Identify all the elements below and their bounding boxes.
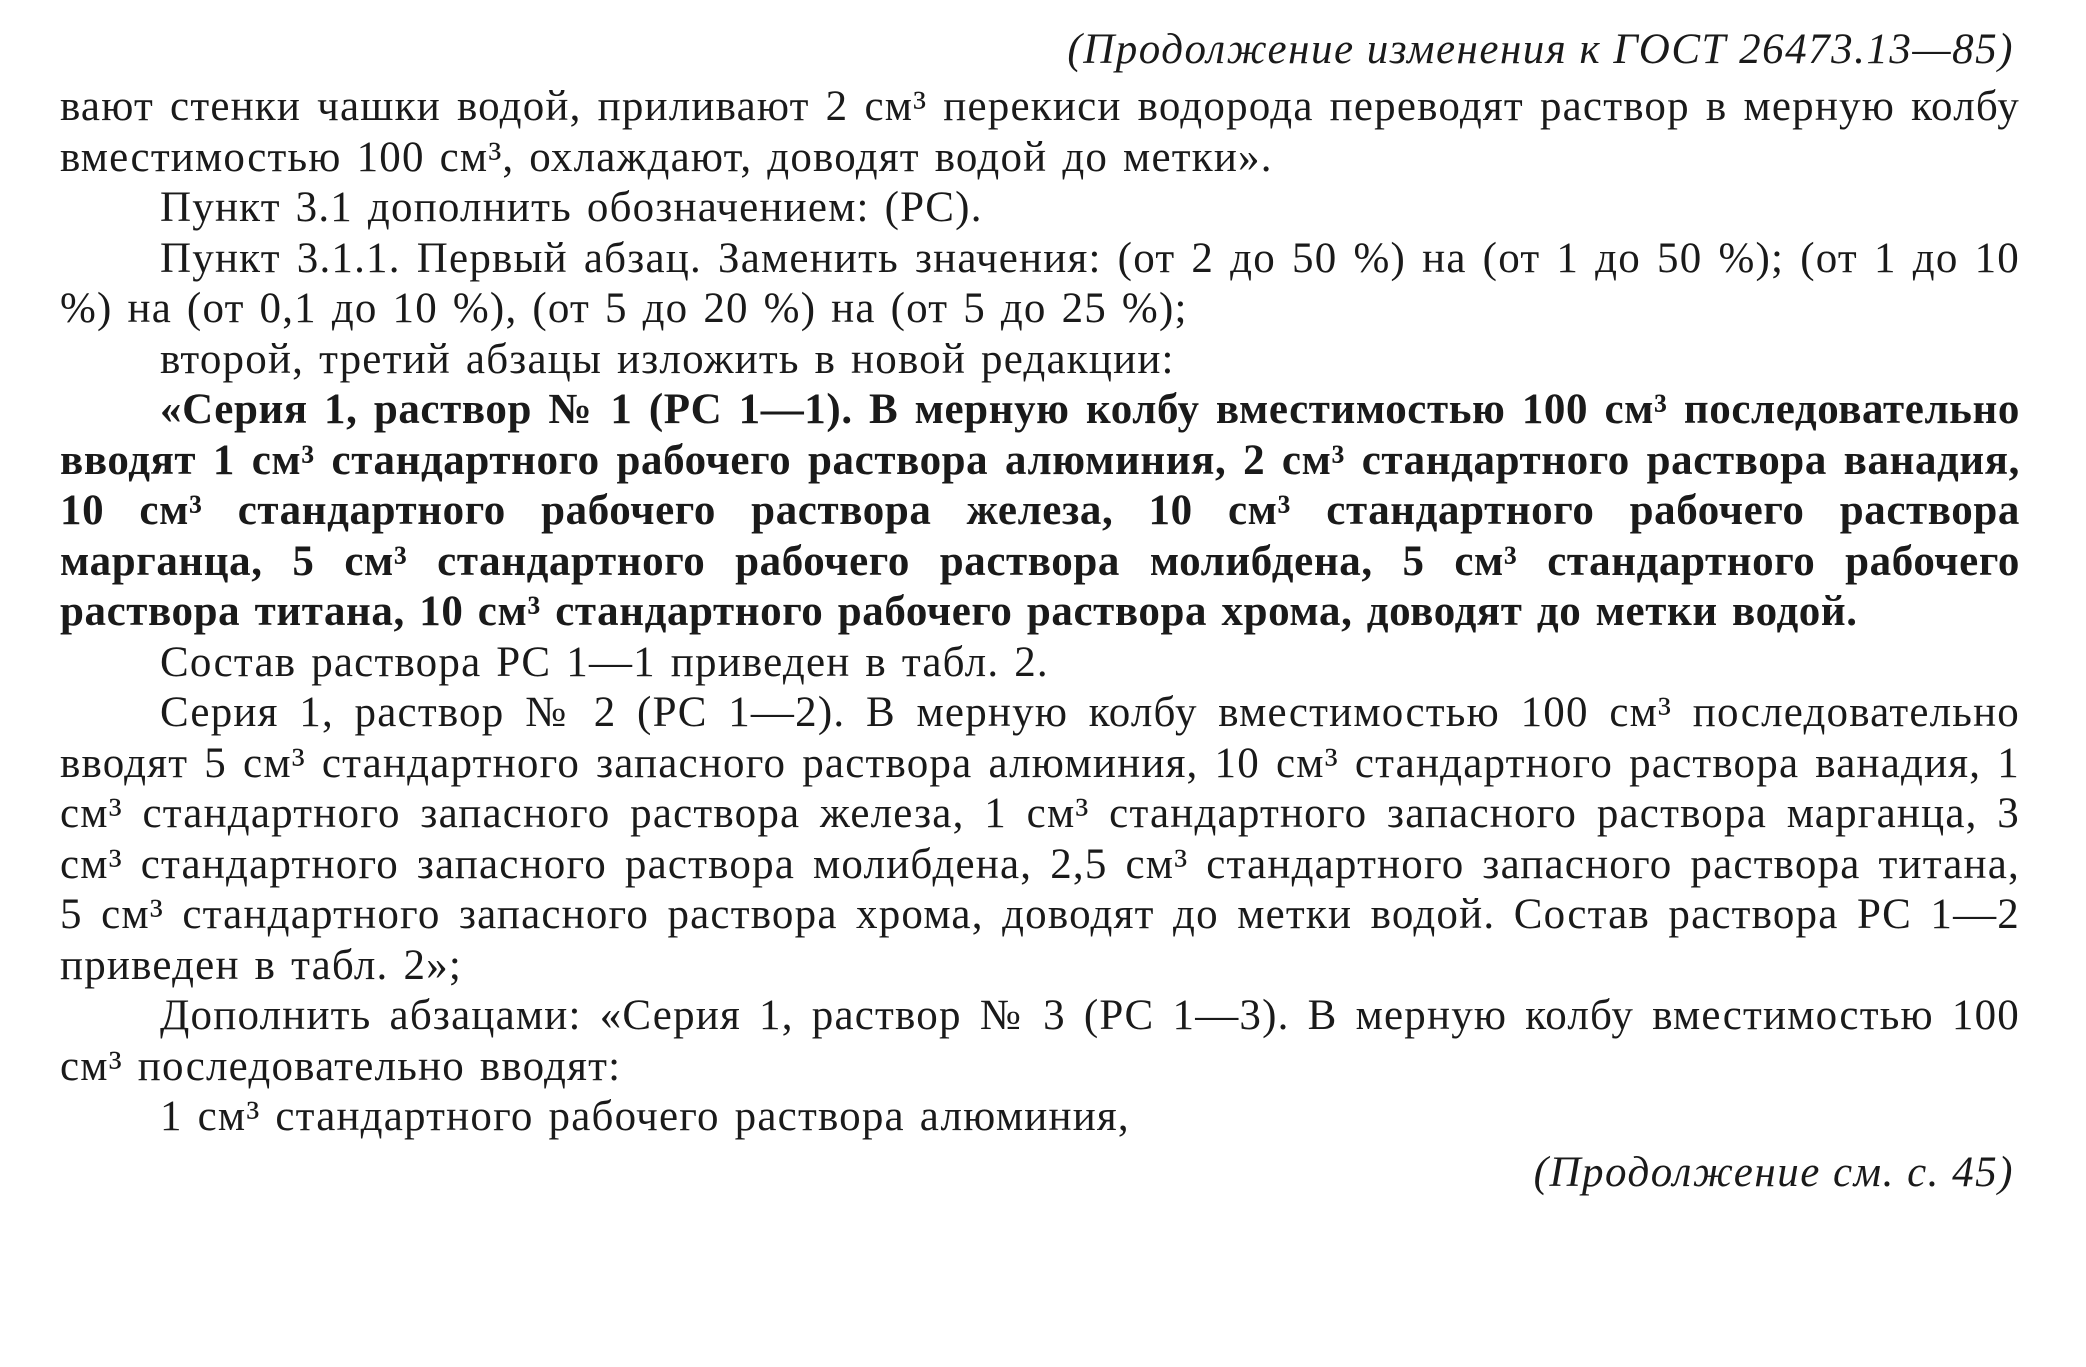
paragraph-4: второй, третий абзацы изложить в новой редакции: [160,335,1175,383]
paragraph-7: Серия 1, раствор № 2 (PC 1—2). В мерную колбу вместимостью 100 см³ последовательно вводят 5 см³ стандартного запасного раствора алюминия, 10 см³ стандартного раствора ванадия, 1 см³ стандартного запасного раствора железа, 1 см³ стандартного запасного раствора марганца, 3 см³ стандартного запасного раствора молибдена, 2,5 см³ стандартного запасного раствора титана, 5 см³ стандартного запасного раствора хрома, доводят до метки водой. Состав раствора PC 1—2 приведен в табл. 2»; [60,689,2020,989]
paragraph-9: 1 см³ стандартного рабочего раствора алюминия, [160,1093,1130,1140]
header-continuation-note: (Продолжение изменения к ГОСТ 26473.13—85) [1067,26,2014,73]
paragraph-3: Пункт 3.1.1. Первый абзац. Заменить значения: (от 2 до 50 %) на (от 1 до 50 %); (от 1 до 10 %) на (от 0,1 до 10 %), (от 5 до 20 %) на (от 5 до 25 %); [60,234,2020,332]
paragraph-8: Дополнить абзацами: «Серия 1, раствор № 3 (PC 1—3). В мерную колбу вместимостью 100 см³ последовательно вводят: [60,992,2020,1090]
paragraph-2: Пункт 3.1 дополнить обозначением: (PC). [160,184,983,231]
paragraph-5: «Серия 1, раствор № 1 (PC 1—1). В мерную колбу вместимостью 100 см³ последовательно вводят 1 см³ стандартного рабочего раствора алюминия, 2 см³ стандартного раствора ванадия, 10 см³ стандартного рабочего раствора железа, 10 см³ стандартного рабочего раствора марганца, 5 см³ стандартного рабочего раствора молибдена, 5 см³ стандартного рабочего раствора титана, 10 см³ стандартного рабочего раствора хрома, доводят до метки водой. [60,386,2020,635]
document-body [60,82,2020,1143]
paragraph-6: Состав раствора PC 1—1 приведен в табл. 2. [160,638,1049,686]
paragraph-1: вают стенки чашки водой, приливают 2 см³ перекиси водорода переводят раствор в мерную колбу вместимостью 100 см³, охлаждают, доводят водой до метки». [60,83,2020,181]
document-page [60,22,2020,1201]
footer-continuation-note: (Продолжение см. с. 45) [1533,1148,2014,1196]
